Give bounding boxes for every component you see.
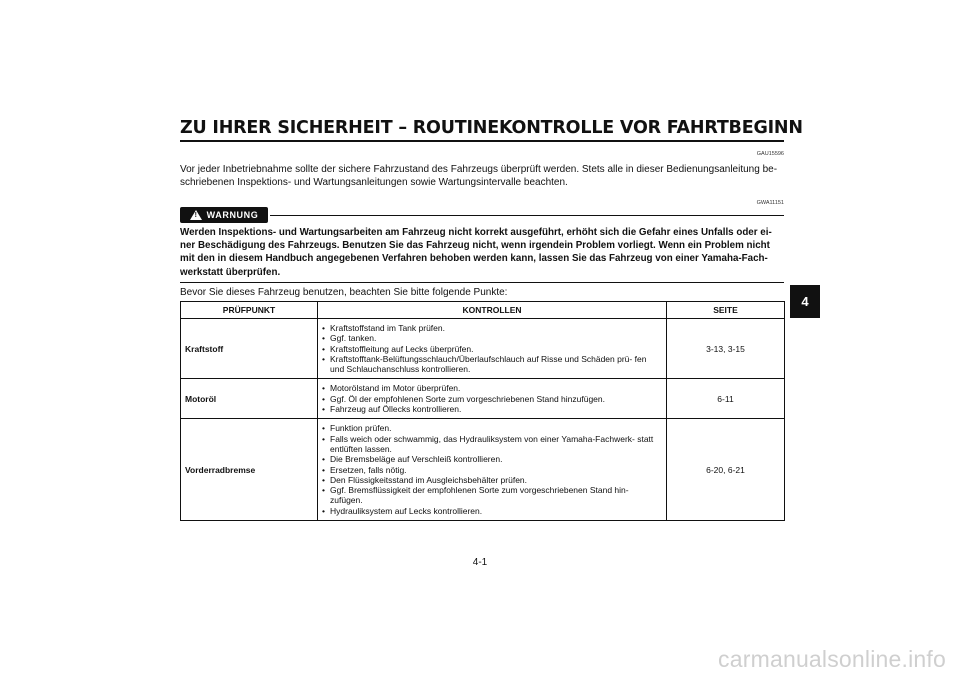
row-page: 3-13, 3-15 (667, 319, 785, 379)
row-item: Vorderradbremse (181, 419, 318, 521)
check-item: • Ggf. Öl der empfohlenen Sorte zum vorgeschriebenen Stand hinzufügen. (322, 394, 662, 404)
header-checks: KONTROLLEN (318, 302, 667, 319)
row-checks (318, 379, 667, 419)
warning-label: WARNUNG (206, 210, 259, 220)
check-item: • Den Flüssigkeitsstand im Ausgleichsbehälter prüfen. (322, 475, 662, 485)
check-item: • Ersetzen, falls nötig. (322, 465, 662, 475)
warning-divider (270, 215, 784, 216)
checklist-table (180, 301, 785, 521)
chapter-tab: 4 (790, 285, 820, 318)
check-item: • Kraftstoffleitung auf Lecks überprüfen. (322, 344, 662, 354)
row-page: 6-20, 6-21 (667, 419, 785, 521)
lead-text: Bevor Sie dieses Fahrzeug benutzen, beachten Sie bitte folgende Punkte: (180, 287, 508, 298)
title-divider (180, 140, 784, 142)
row-item: Motoröl (181, 379, 318, 419)
row-checks (318, 419, 667, 521)
warning-text: Werden Inspektions- und Wartungsarbeiten am Fahrzeug nicht korrekt ausgeführt, erhöht sich die Gefahr eines Unfalls oder ei- ner Beschädigung des Fahrzeugs. Benutzen Sie das Fahrzeug nicht, wenn irgendein Problem vorliegt. Wenn ein Problem nicht mit den in diesem Handbuch angegebenen Verfahren behoben werden kann, lassen Sie das Fahrzeug von einer Yamaha-Fach- werkstatt überprüfen. (180, 227, 772, 278)
watermark: carmanualsonline.info (718, 646, 946, 672)
check-item: • Ggf. tanken. (322, 333, 662, 343)
check-item: • Falls weich oder schwammig, das Hydrauliksystem von einer Yamaha-Fachwerk- statt entlüften lassen. (322, 434, 662, 455)
row-item: Kraftstoff (181, 319, 318, 379)
warning-bottom-divider (180, 282, 784, 283)
warning-badge (180, 207, 268, 223)
table-row (181, 319, 785, 379)
table-header-row (181, 302, 785, 319)
row-checks (318, 319, 667, 379)
check-item: • Fahrzeug auf Öllecks kontrollieren. (322, 404, 662, 414)
check-item: • Die Bremsbeläge auf Verschleiß kontrollieren. (322, 454, 662, 464)
check-item: • Motorölstand im Motor überprüfen. (322, 383, 662, 393)
header-item: PRÜFPUNKT (181, 302, 318, 319)
page-title: ZU IHRER SICHERHEIT – ROUTINEKONTROLLE VOR FAHRTBEGINN (180, 118, 803, 138)
table-row (181, 419, 785, 521)
doc-code: GAU15596 (756, 151, 784, 157)
page-number: 4-1 (472, 557, 488, 568)
warning-code: GWA11151 (756, 200, 784, 206)
check-item: • Ggf. Bremsflüssigkeit der empfohlenen Sorte zum vorgeschriebenen Stand hin- zufügen. (322, 485, 662, 506)
check-item: • Kraftstofftank-Belüftungsschlauch/Überlaufschlauch auf Risse und Schäden prü- fen und Schlauchanschluss kontrollieren. (322, 354, 662, 375)
row-page: 6-11 (667, 379, 785, 419)
intro-paragraph: Vor jeder Inbetriebnahme sollte der sichere Fahrzustand des Fahrzeugs überprüft werden. Stets alle in dieser Bedienungsanleitung be- schriebenen Inspektions- und Wartungsanleitungen sowie Wartungsintervalle beachten. (180, 164, 778, 188)
header-page: SEITE (667, 302, 785, 319)
check-item: • Hydrauliksystem auf Lecks kontrollieren. (322, 506, 662, 516)
table-row (181, 379, 785, 419)
warning-triangle-icon: ! (190, 210, 202, 220)
check-item: • Funktion prüfen. (322, 423, 662, 433)
check-item: • Kraftstoffstand im Tank prüfen. (322, 323, 662, 333)
